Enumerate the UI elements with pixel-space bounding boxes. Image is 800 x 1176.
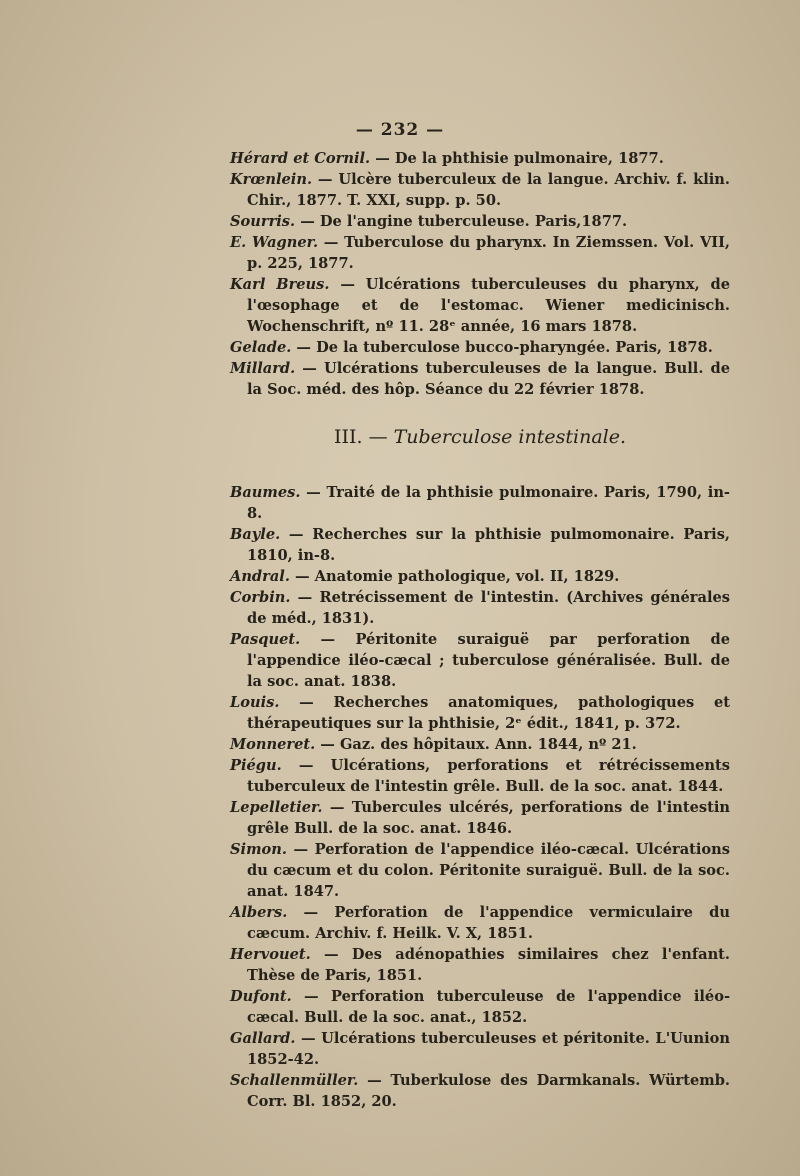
bibliography-entry [230, 986, 730, 1028]
entry-text: — Tuberkulose des Darmkanals. Würtemb. Corr. Bl. 1852, 20. [247, 1072, 730, 1110]
entry-author: Dufont. [230, 988, 292, 1005]
entry-author: Schallenmüller. [230, 1072, 359, 1089]
bibliography-entry [230, 944, 730, 986]
entry-text: — De l'angine tuberculeuse. Paris,1877. [295, 213, 628, 230]
entry-author: Corbin. [230, 589, 291, 606]
bibliography-entry [230, 358, 730, 400]
bibliography-entry [230, 169, 730, 211]
bibliography-entry [230, 1070, 730, 1112]
bibliography-list-part-2 [230, 482, 730, 1112]
entry-author: Louis. [230, 694, 280, 711]
bibliography-entry [230, 629, 730, 692]
entry-text: — Ulcère tuberculeux de la langue. Archiv. f. klin. Chir., 1877. T. XXI, supp. p. 50. [247, 171, 730, 209]
bibliography-entry [230, 755, 730, 797]
entry-author: Baumes. [230, 484, 301, 501]
entry-author: Millard. [230, 360, 296, 377]
section-numeral: III. — [333, 426, 394, 448]
entry-text: — Retrécissement de l'intestin. (Archives générales de méd., 1831). [247, 589, 730, 627]
entry-text: — Péritonite suraiguë par perforation de l'appendice iléo-cæcal ; tuberculose généralisée. Bull. de la soc. anat. 1838. [247, 631, 730, 690]
entry-author: Krœnlein. [230, 171, 313, 188]
bibliography-entry [230, 797, 730, 839]
entry-author: Albers. [230, 904, 288, 921]
entry-author: Hervouet. [230, 946, 311, 963]
bibliography-entry [230, 692, 730, 734]
entry-author: Piégu. [230, 757, 282, 774]
entry-text: — Perforation tuberculeuse de l'appendice iléo-cæcal. Bull. de la soc. anat., 1852. [247, 988, 730, 1026]
section-heading [230, 426, 730, 448]
entry-text: — Gaz. des hôpitaux. Ann. 1844, nº 21. [315, 736, 637, 753]
entry-text: — Des adénopathies similaires chez l'enfant. Thèse de Paris, 1851. [247, 946, 730, 984]
entry-text: — Ulcérations tuberculeuses et péritonite. L'Uunion 1852-42. [247, 1030, 730, 1068]
bibliography-entry [230, 274, 730, 337]
entry-text: — Tuberculose du pharynx. In Ziemssen. Vol. VII, p. 225, 1877. [247, 234, 731, 272]
entry-text: — Perforation de l'appendice iléo-cæcal. Ulcérations du cæcum et du colon. Péritonite suraiguë. Bull. de la soc. anat. 1847. [247, 841, 730, 900]
entry-author: Monneret. [230, 736, 316, 753]
entry-author: Lepelletier. [230, 799, 323, 816]
bibliography-list-part-1 [230, 148, 730, 400]
entry-text: — Anatomie pathologique, vol. II, 1829. [289, 568, 620, 585]
entry-author: Karl Breus. [230, 276, 330, 293]
entry-author: Gallard. [230, 1030, 296, 1047]
entry-author: Hérard et Cornil. [230, 150, 371, 167]
entry-text: — Tubercules ulcérés, perforations de l'intestin grêle Bull. de la soc. anat. 1846. [247, 799, 730, 837]
bibliography-entry [230, 148, 730, 169]
entry-author: E. Wagner. [230, 234, 319, 251]
entry-author: Sourris. [230, 213, 296, 230]
entry-author: Pasquet. [230, 631, 301, 648]
entry-author: Bayle. [230, 526, 281, 543]
bibliography-entry [230, 566, 730, 587]
section-title: Tuberculose intestinale. [393, 426, 627, 448]
entry-text: — Recherches anatomiques, pathologiques et thérapeutiques sur la phthisie, 2ᵉ édit., 1841, p. 372. [247, 694, 730, 732]
bibliography-entry [230, 902, 730, 944]
bibliography-entry [230, 211, 730, 232]
entry-author: Andral. [230, 568, 290, 585]
bibliography-column [230, 148, 730, 1112]
entry-text: — De la tuberculose bucco-pharyngée. Paris, 1878. [291, 339, 713, 356]
bibliography-entry [230, 587, 730, 629]
bibliography-entry [230, 734, 730, 755]
bibliography-entry [230, 839, 730, 902]
bibliography-entry [230, 482, 730, 524]
bibliography-entry [230, 337, 730, 358]
entry-author: Gelade. [230, 339, 292, 356]
entry-text: — Ulcérations tuberculeuses du pharynx, de l'œsophage et de l'estomac. Wiener medicinisch. Wochenschrift, nº 11. 28ᵉ année, 16 mars 1878. [247, 276, 731, 335]
bibliography-entry [230, 1028, 730, 1070]
entry-text: — De la phthisie pulmonaire, 1877. [370, 150, 664, 167]
page-number: — 232 — [355, 120, 445, 140]
entry-text: — Recherches sur la phthisie pulmomonaire. Paris, 1810, in-8. [247, 526, 730, 564]
bibliography-entry [230, 232, 730, 274]
entry-text: — Ulcérations, perforations et rétrécissements tuberculeux de l'intestin grêle. Bull. de la soc. anat. 1844. [247, 757, 730, 795]
entry-author: Simon. [230, 841, 287, 858]
entry-text: — Traité de la phthisie pulmonaire. Paris, 1790, in-8. [247, 484, 730, 522]
entry-text: — Perforation de l'appendice vermiculaire du cæcum. Archiv. f. Heilk. V. X, 1851. [247, 904, 730, 942]
bibliography-entry [230, 524, 730, 566]
entry-text: — Ulcérations tuberculeuses de la langue. Bull. de la Soc. méd. des hôp. Séance du 22 février 1878. [247, 360, 730, 398]
